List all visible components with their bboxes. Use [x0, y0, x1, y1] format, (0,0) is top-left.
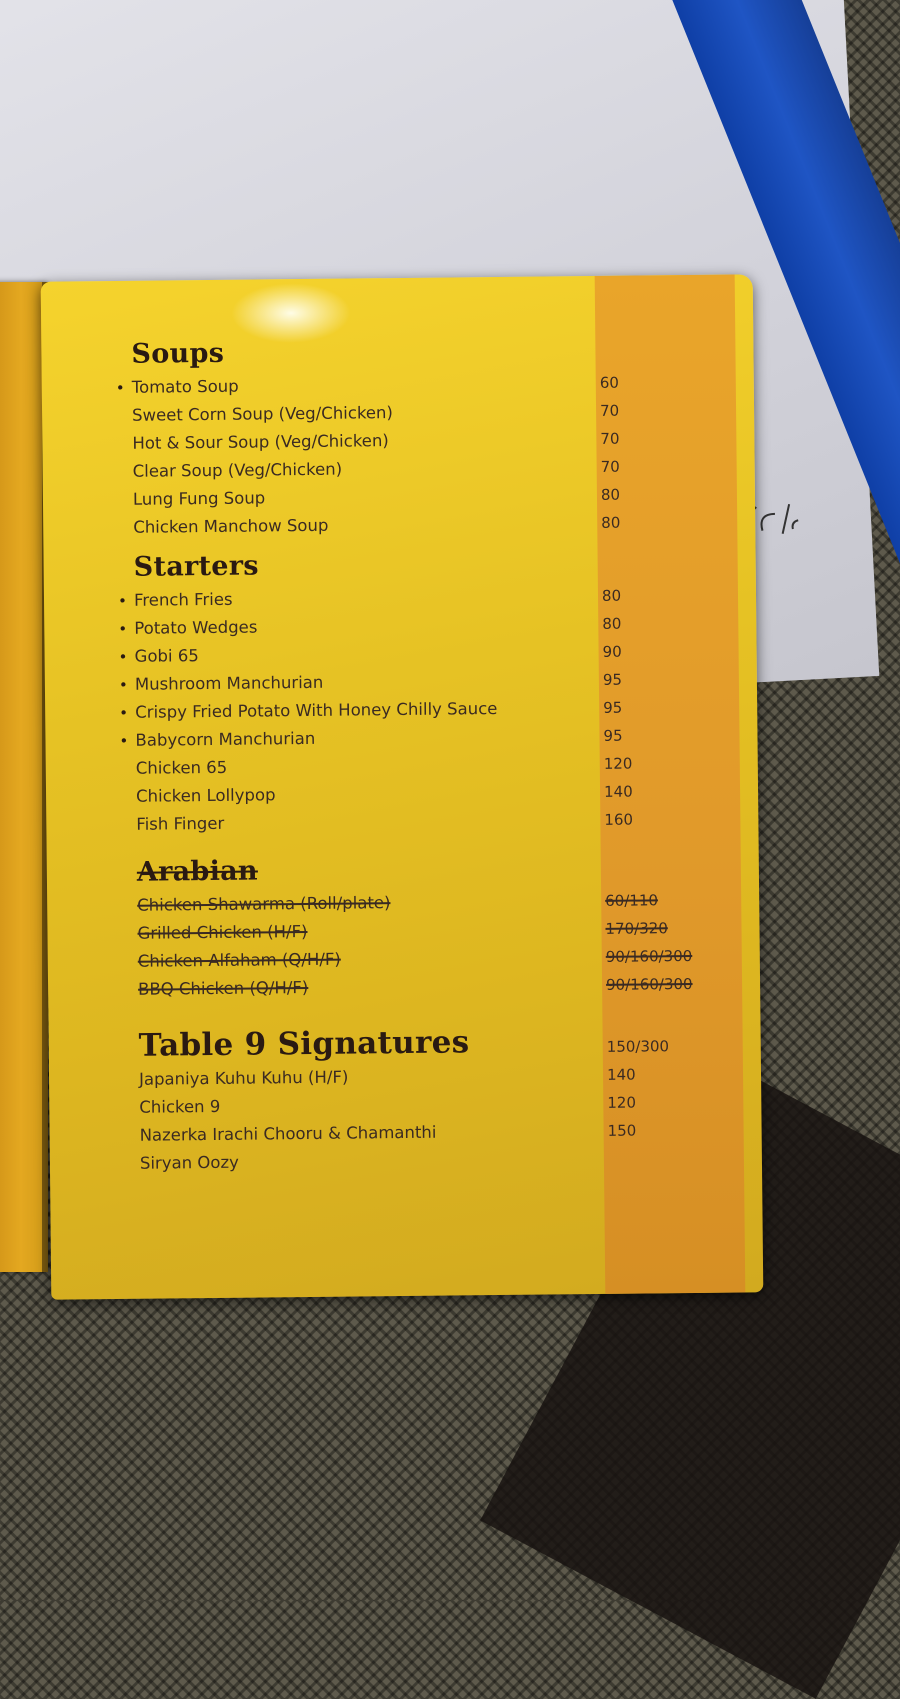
menu-item: • French Fries 80 — [134, 580, 744, 614]
menu-item: Chicken 9 120 — [139, 1093, 637, 1117]
menu-card — [41, 274, 764, 1299]
menu-item: Nazerka Irachi Chooru & Chamanthi 150 — [139, 1121, 637, 1145]
veg-bullet-icon: • — [119, 731, 129, 750]
section-starters — [117, 545, 747, 838]
menu-item: Hot & Sour Soup (Veg/Chicken) 70 — [132, 429, 620, 453]
veg-bullet-icon: • — [115, 378, 125, 397]
menu-item: Chicken Manchow Soup 80 — [133, 513, 621, 537]
section-title-signatures: Table 9 Signatures — [138, 1024, 470, 1064]
menu-item: Chicken 65 120 — [135, 754, 633, 778]
menu-item: • Gobi 65 90 — [134, 636, 744, 670]
menu-item: Clear Soup (Veg/Chicken) 70 — [132, 457, 620, 481]
menu-item: • Potato Wedges 80 — [134, 608, 744, 642]
veg-bullet-icon: • — [117, 591, 127, 610]
menu-item: Lung Fung Soup 80 — [132, 485, 621, 509]
menu-item: Chicken Alfaham (Q/H/F) 90/160/300 — [137, 946, 693, 971]
section-title-arabian: Arabian — [136, 855, 259, 888]
section-arabian — [137, 850, 749, 1003]
light-glare — [231, 283, 352, 344]
menu-item: Sweet Corn Soup (Veg/Chicken) 70 — [131, 401, 620, 425]
menu-item: Fish Finger 160 — [136, 810, 634, 834]
menu-item: Siryan Oozy — [139, 1152, 239, 1173]
menu-item: • Crispy Fried Potato With Honey Chilly Sauce 95 — [135, 692, 745, 726]
menu-content — [115, 332, 750, 1187]
left-menu-page-edge — [0, 282, 48, 1272]
menu-item: Japaniya Kuhu Kuhu (H/F) 140 — [138, 1065, 636, 1089]
veg-bullet-icon: • — [119, 703, 129, 722]
section-soups — [115, 332, 743, 541]
menu-item: • Babycorn Manchurian 95 — [135, 720, 745, 754]
section-title-starters: Starters — [133, 550, 260, 583]
section-title-soups: Soups — [131, 337, 225, 370]
menu-item: Chicken Lollypop 140 — [135, 782, 633, 806]
veg-bullet-icon: • — [118, 675, 128, 694]
veg-bullet-icon: • — [118, 619, 128, 638]
menu-item: Grilled Chicken (H/F) 170/320 — [137, 919, 668, 943]
menu-item: Chicken Shawarma (Roll/plate) 60/110 — [137, 891, 659, 915]
veg-bullet-icon: • — [118, 647, 128, 666]
menu-item: • Tomato Soup 60 — [132, 367, 742, 401]
menu-item: • Mushroom Manchurian 95 — [135, 664, 745, 698]
menu-item: Table 9 Signatures 150/300 — [138, 1024, 670, 1064]
section-signatures — [138, 1019, 750, 1177]
menu-item: BBQ Chicken (Q/H/F) 90/160/300 — [138, 974, 693, 999]
